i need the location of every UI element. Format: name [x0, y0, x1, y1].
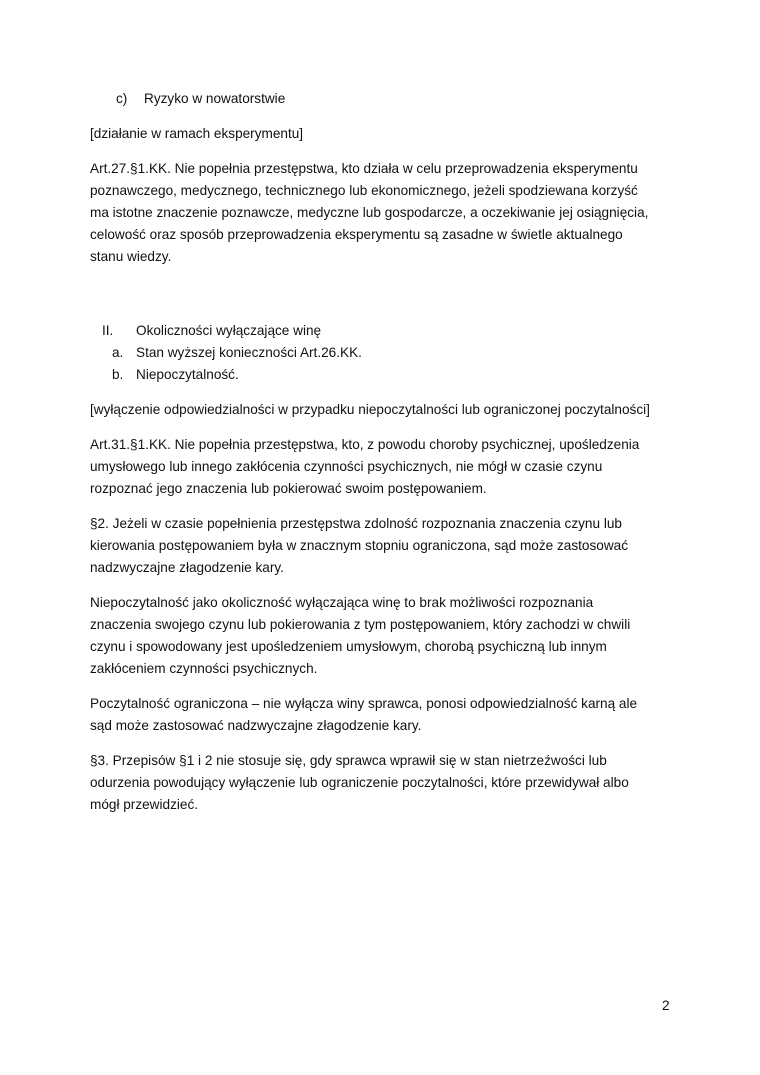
page-content: [90, 88, 680, 829]
par2-paragraph: [90, 513, 680, 579]
text-line: ma istotne znaczenie poznawcze, medyczne lub gospodarcze, a oczekiwanie jej osiągnięcia,: [90, 205, 649, 220]
text-line: stanu wiedzy.: [90, 249, 172, 264]
poczytalnosc-ograniczona: [90, 693, 680, 737]
blank-space: [90, 281, 680, 320]
niepoczytalnosc-definition: [90, 592, 680, 680]
text-line: §2. Jeżeli w czasie popełnienia przestępstwa zdolność rozpoznania znaczenia czynu lub: [90, 516, 622, 531]
text-line: nadzwyczajne złagodzenie kary.: [90, 560, 284, 575]
list-item-c: [90, 88, 680, 110]
list-marker: a.: [112, 345, 124, 360]
section-ii-text: Okoliczności wyłączające winę: [136, 323, 322, 338]
list-marker: c): [116, 91, 128, 106]
text-line: umysłowego lub innego zakłócenia czynności psychicznych, nie mógł w czasie czynu: [90, 459, 603, 474]
text-line: §3. Przepisów §1 i 2 nie stosuje się, gdy sprawca wprawił się w stan nietrzeźwości lub: [90, 753, 607, 768]
text-line: Niepoczytalność jako okoliczność wyłączająca winę to brak możliwości rozpoznania: [90, 595, 594, 610]
section-ii-heading: [90, 320, 680, 342]
roman-marker: II.: [102, 323, 114, 338]
text-line: odurzenia powodujący wyłączenie lub ograniczenie poczytalności, które przewidywał albo: [90, 775, 629, 790]
text-line: Poczytalność ograniczona – nie wyłącza winy sprawca, ponosi odpowiedzialność karną ale: [90, 696, 638, 711]
bracket-note: [działanie w ramach eksperymentu]: [90, 126, 304, 141]
text-line: Art.27.§1.KK. Nie popełnia przestępstwa, kto działa w celu przeprowadzenia eksperymentu: [90, 161, 638, 176]
page-number: 2: [662, 998, 670, 1013]
text-line: kierowania postępowaniem była w znacznym stopniu ograniczona, sąd może zastosować: [90, 538, 628, 553]
text-line: czynu i spowodowany jest upośledzeniem umysłowym, chorobą psychiczną lub innym: [90, 639, 607, 654]
art27-paragraph: [90, 158, 680, 268]
text-line: mógł przewidzieć.: [90, 797, 199, 812]
list-item-b: [90, 364, 680, 386]
bracket-note: [wyłączenie odpowiedzialności w przypadku niepoczytalności lub ograniczonej poczytalności]: [90, 402, 650, 417]
text-line: zakłóceniem czynności psychicznych.: [90, 661, 318, 676]
list-marker: b.: [112, 367, 124, 382]
section-ii-list: [90, 320, 680, 386]
text-line: Art.31.§1.KK. Nie popełnia przestępstwa, kto, z powodu choroby psychicznej, upośledzenia: [90, 437, 640, 452]
list-item-a: [90, 342, 680, 364]
art31-paragraph: [90, 434, 680, 500]
list-item-text: Ryzyko w nowatorstwie: [144, 91, 286, 106]
text-line: rozpoznać jego znaczenia lub pokierować swoim postępowaniem.: [90, 481, 487, 496]
list-item-text: Niepoczytalność.: [136, 367, 239, 382]
text-line: sąd może zastosować nadzwyczajne złagodzenie kary.: [90, 718, 422, 733]
par3-paragraph: [90, 750, 680, 816]
list-item-text: Stan wyższej konieczności Art.26.KK.: [136, 345, 362, 360]
text-line: znaczenia swojego czynu lub pokierowania z tym postępowaniem, który zachodzi w chwili: [90, 617, 631, 632]
text-line: celowość oraz sposób przeprowadzenia eksperymentu są zasadne w świetle aktualnego: [90, 227, 623, 242]
text-line: poznawczego, medycznego, technicznego lub ekonomicznego, jeżeli spodziewana korzyść: [90, 183, 638, 198]
